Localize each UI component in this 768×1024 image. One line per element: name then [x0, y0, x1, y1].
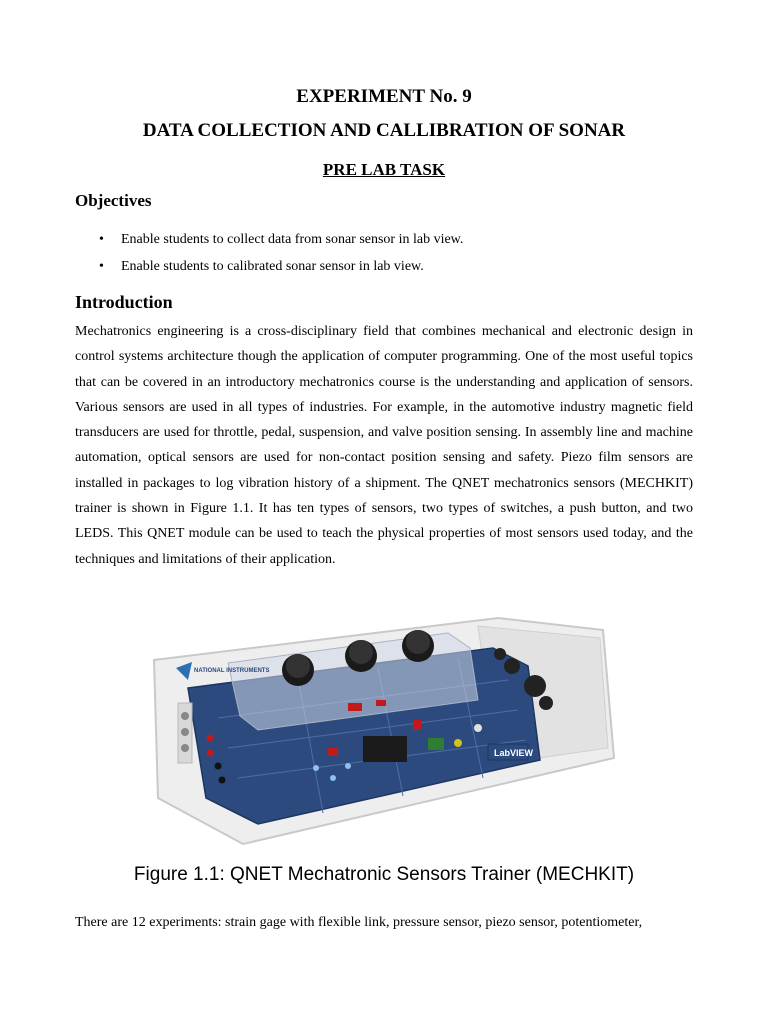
bullet-icon: •	[99, 232, 104, 247]
list-item	[75, 230, 695, 257]
figure-caption: Figure 1.1: QNET Mechatronic Sensors Trainer (MECHKIT)	[133, 864, 635, 885]
experiment-title: EXPERIMENT No. 9	[296, 86, 472, 107]
list-item	[75, 257, 695, 284]
figure-labview-text: LabVIEW	[494, 748, 534, 758]
experiment-subtitle: DATA COLLECTION AND CALLIBRATION OF SONAR	[142, 120, 626, 141]
objective-text: Enable students to collect data from sonar sensor in lab view.	[121, 232, 464, 247]
bullet-icon: •	[99, 259, 104, 274]
objective-text: Enable students to calibrated sonar sensor in lab view.	[121, 259, 424, 274]
objectives-heading: Objectives	[75, 191, 152, 210]
objectives-list	[75, 230, 695, 284]
body-text: There are 12 experiments: strain gage with flexible link, pressure sensor, piezo sensor, potentiometer,	[75, 915, 643, 930]
mechkit-trainer-illustration	[148, 608, 618, 848]
figure-brand-text: NATIONAL INSTRUMENTS	[194, 668, 270, 674]
introduction-paragraph: Mechatronics engineering is a cross-disciplinary field that combines mechanical and electronic design in control systems architecture though the application of computer programming. One of the most useful topics that can be covered in an introductory mechatronics course is the understanding and application of sensors. Various sensors are used in all types of industries. For example, in the automotive industry magnetic field transducers are used for throttle, pedal, suspension, and valve position sensing. In assembly line and machine automation, optical sensors are used for non-contact position sensing and safety. Piezo film sensors are installed in packages to log vibration history of a shipment. The QNET mechatronics sensors (MECHKIT) trainer is shown in Figure 1.1. It has ten types of sensors, two types of switches, a push button, and two LEDS. This QNET module can be used to teach the physical properties of most sensors used today, and the techniques and limitations of their application.	[75, 324, 693, 567]
introduction-heading: Introduction	[75, 292, 173, 312]
figure-image	[148, 608, 618, 848]
section-heading: PRE LAB TASK	[322, 160, 446, 179]
